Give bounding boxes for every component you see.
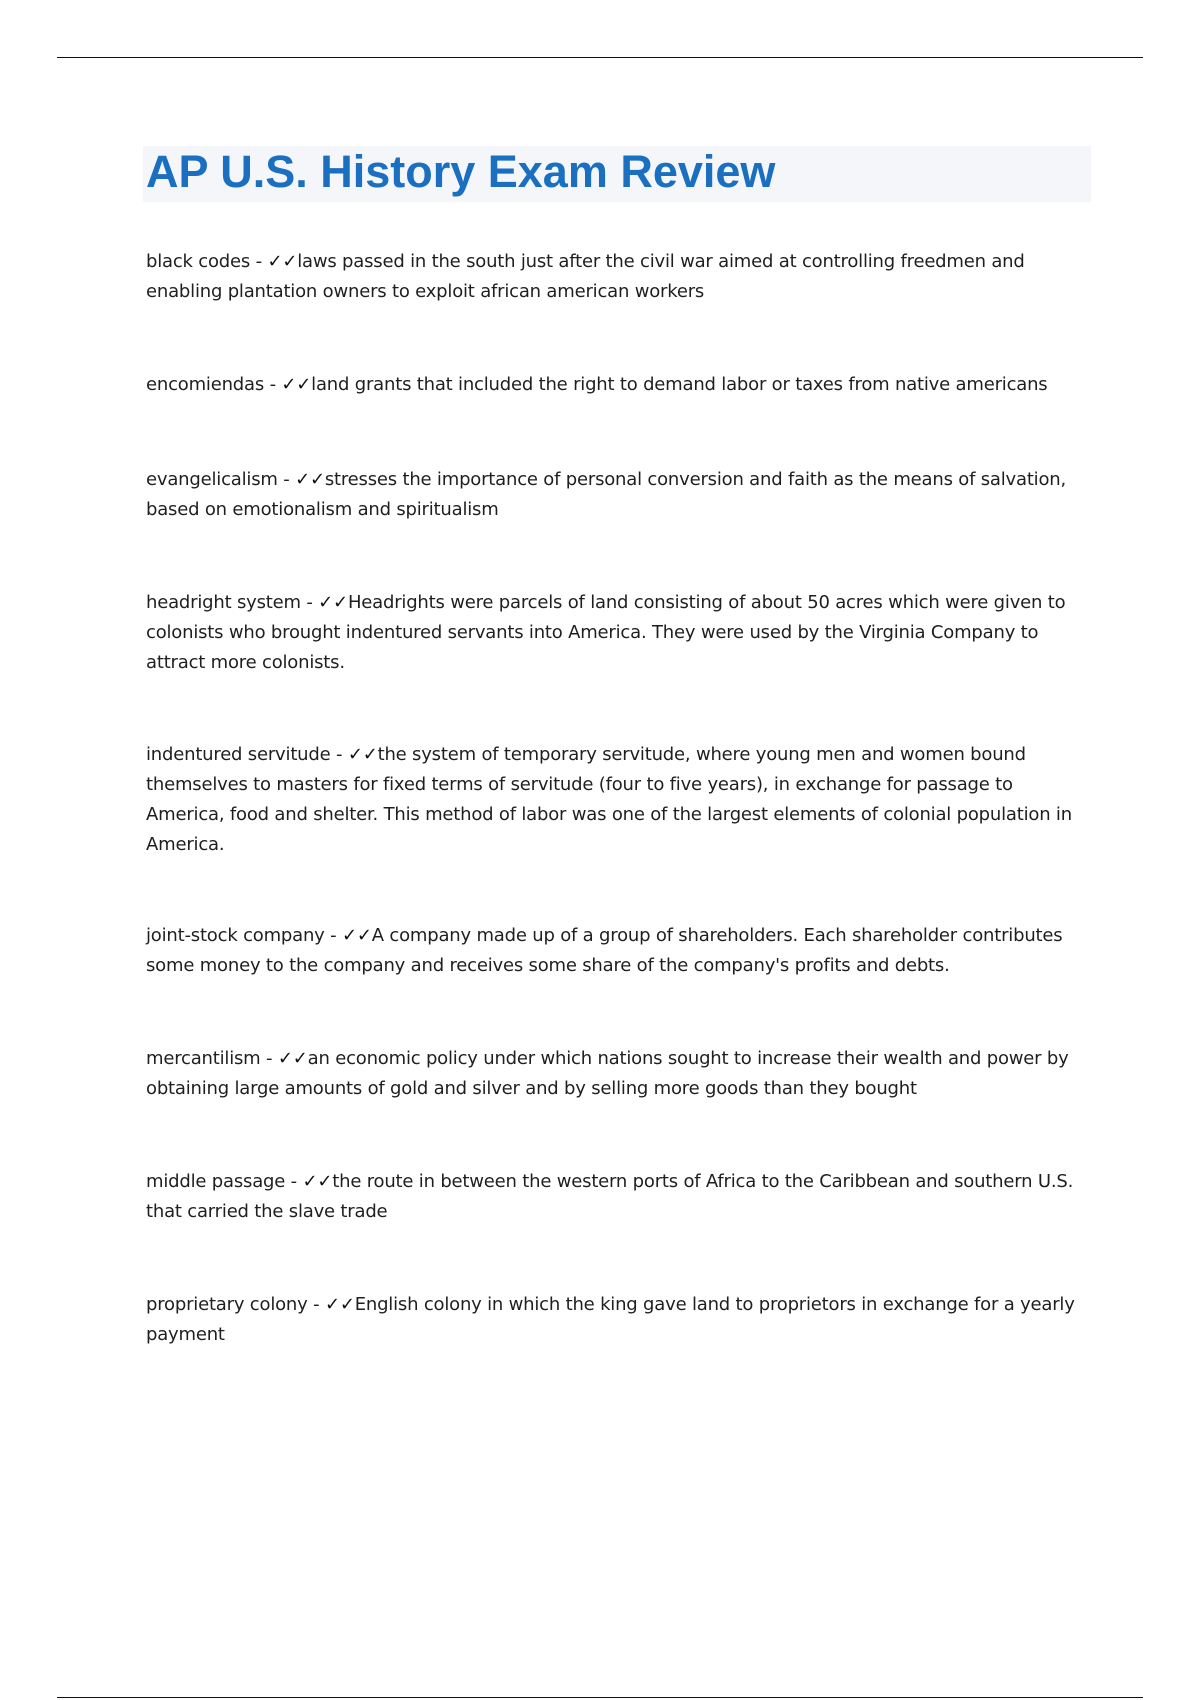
term: proprietary colony	[146, 1294, 308, 1315]
term: black codes	[146, 251, 251, 272]
separator: -	[324, 925, 342, 946]
check-icon: ✓✓	[347, 744, 378, 765]
footer-rule	[57, 1697, 1143, 1698]
list-item	[146, 740, 1090, 860]
check-icon: ✓✓	[277, 1048, 308, 1069]
term: middle passage	[146, 1171, 286, 1192]
list-item	[146, 247, 1090, 307]
list-item	[146, 588, 1090, 678]
list-item	[146, 1290, 1090, 1350]
check-icon: ✓✓	[267, 251, 298, 272]
definition: English colony in which the king gave land to proprietors in exchange for a yearly payment	[146, 1294, 1075, 1345]
list-item	[146, 1167, 1090, 1227]
check-icon: ✓✓	[341, 925, 372, 946]
definition: stresses the importance of personal conversion and faith as the means of salvation, based on emotionalism and spiritualism	[146, 469, 1067, 520]
list-item	[146, 921, 1090, 981]
check-icon: ✓✓	[302, 1171, 333, 1192]
term: joint-stock company	[146, 925, 325, 946]
definition: laws passed in the south just after the civil war aimed at controlling freedmen and enabling plantation owners to exploit african american workers	[146, 251, 1025, 302]
check-icon: ✓✓	[295, 469, 325, 490]
check-icon: ✓✓	[324, 1294, 355, 1315]
definition: the system of temporary servitude, where young men and women bound themselves to masters for fixed terms of servitude (four to five years), in exchange for passage to America, food and shelter. This method of labor was one of the largest elements of colonial population in America.	[146, 744, 1072, 855]
page-title: AP U.S. History Exam Review	[146, 146, 776, 197]
list-item	[146, 465, 1090, 525]
separator: -	[277, 469, 296, 490]
header-rule	[57, 57, 1143, 58]
separator: -	[307, 1294, 325, 1315]
separator: -	[300, 592, 319, 613]
term: encomiendas	[146, 374, 265, 395]
separator: -	[260, 1048, 278, 1069]
separator: -	[250, 251, 268, 272]
check-icon: ✓✓	[281, 374, 312, 395]
term: mercantilism	[146, 1048, 261, 1069]
term: evangelicalism	[146, 469, 278, 490]
term: headright system	[146, 592, 301, 613]
separator: -	[264, 374, 282, 395]
separator: -	[330, 744, 348, 765]
definition: an economic policy under which nations sought to increase their wealth and power by obtaining large amounts of gold and silver and by selling more goods than they bought	[146, 1048, 1069, 1099]
definition: A company made up of a group of shareholders. Each shareholder contributes some money to the company and receives some share of the company's profits and debts.	[146, 925, 1063, 976]
definition: Headrights were parcels of land consisting of about 50 acres which were given to colonists who brought indentured servants into America. They were used by the Virginia Company to attract more colonists.	[146, 592, 1066, 673]
definition: land grants that included the right to demand labor or taxes from native americans	[311, 374, 1048, 395]
separator: -	[285, 1171, 303, 1192]
list-item	[146, 1044, 1090, 1104]
term: indentured servitude	[146, 744, 331, 765]
list-item	[146, 370, 1090, 400]
definition: the route in between the western ports of Africa to the Caribbean and southern U.S. that carried the slave trade	[146, 1171, 1074, 1222]
check-icon: ✓✓	[318, 592, 348, 613]
